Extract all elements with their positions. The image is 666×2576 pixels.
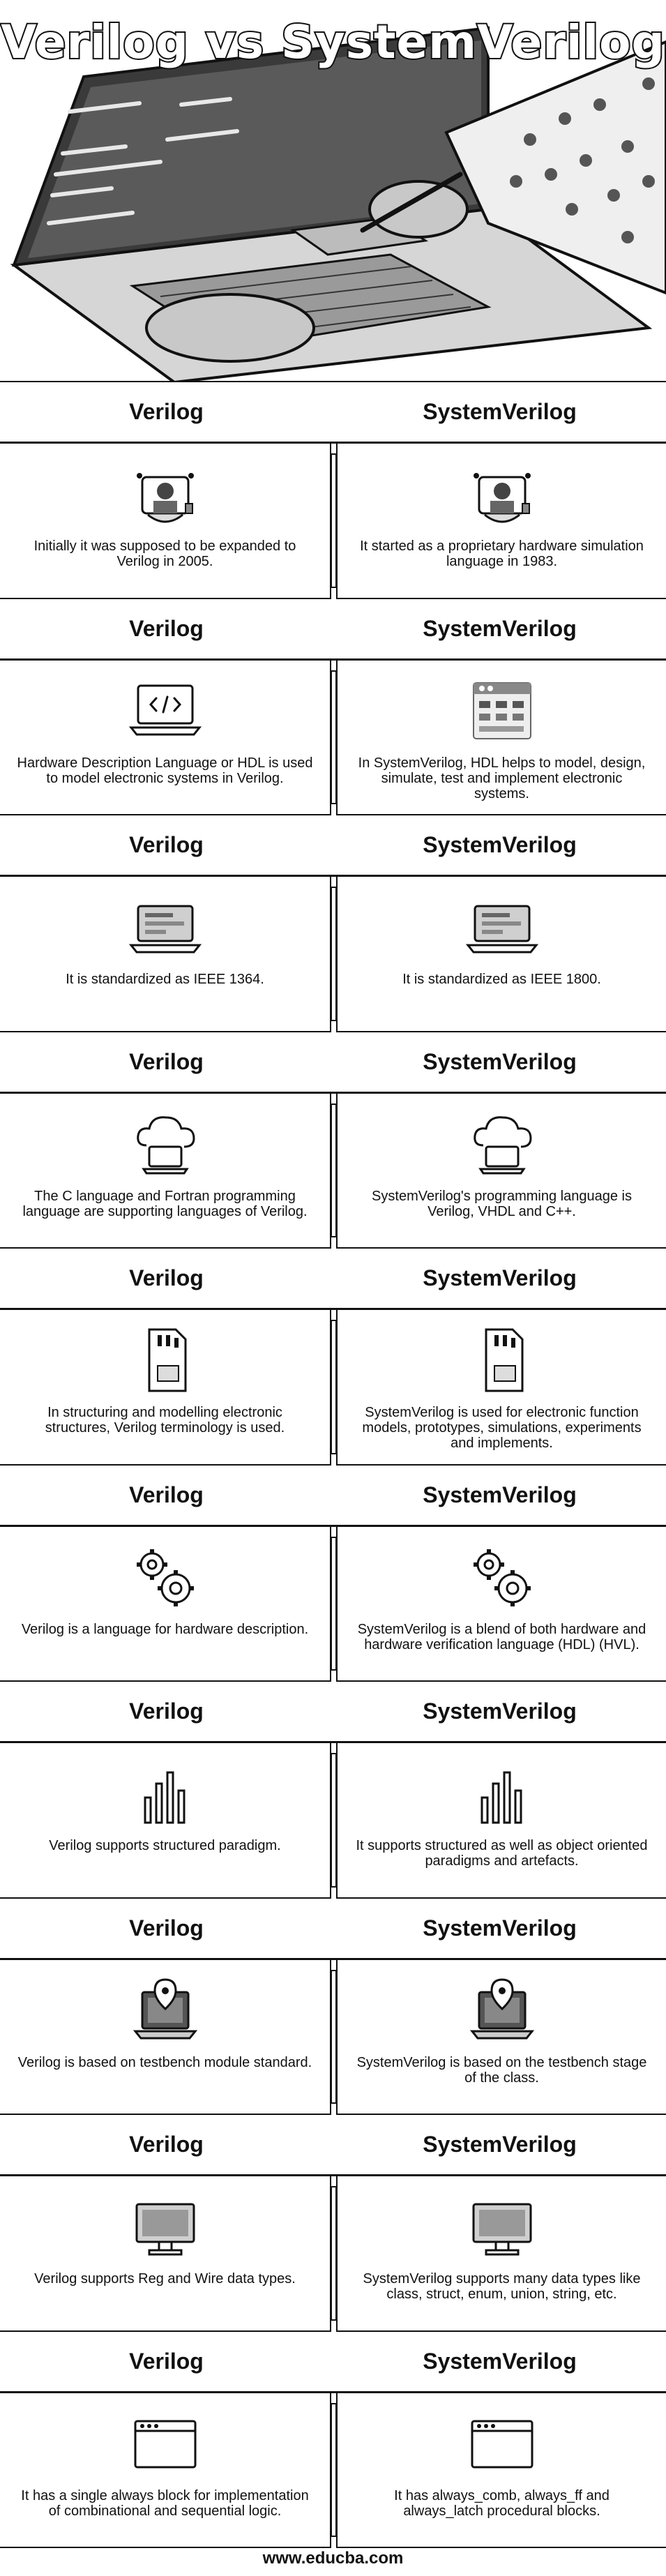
comparison-row xyxy=(0,382,666,599)
comparison-row xyxy=(0,1682,666,1899)
systemverilog-description: It started as a proprietary hardware simulation language in 1983. xyxy=(360,538,644,569)
verilog-description: Hardware Description Language or HDL is used to model electronic systems in Verilog. xyxy=(17,755,313,786)
column-header-systemverilog: SystemVerilog xyxy=(423,2348,577,2374)
column-header-bar xyxy=(0,2332,666,2393)
column-header-bar xyxy=(0,1899,666,1960)
column-header-systemverilog: SystemVerilog xyxy=(423,2132,577,2157)
verilog-description: Verilog supports Reg and Wire data types. xyxy=(34,2271,296,2287)
comparison-row xyxy=(0,1899,666,2116)
gears-icon xyxy=(127,1539,204,1616)
column-header-verilog: Verilog xyxy=(129,2132,204,2157)
verilog-cell xyxy=(0,1310,331,1466)
verilog-cell xyxy=(0,1527,331,1682)
column-header-systemverilog: SystemVerilog xyxy=(423,1265,577,1290)
engineer-icon xyxy=(464,456,540,533)
footer-site-url[interactable]: www.educba.com xyxy=(262,2549,404,2568)
column-header-systemverilog: SystemVerilog xyxy=(423,399,577,424)
verilog-cell xyxy=(0,1743,331,1899)
systemverilog-description: SystemVerilog is based on the testbench stage of the class. xyxy=(356,2054,647,2086)
sd-card-icon xyxy=(127,1323,204,1399)
gears-icon xyxy=(464,1539,540,1616)
monitor-icon xyxy=(127,2189,204,2266)
verilog-description: Verilog is based on testbench module standard. xyxy=(17,2054,312,2070)
systemverilog-cell xyxy=(336,1310,666,1466)
verilog-description: Verilog is a language for hardware description. xyxy=(21,1621,309,1637)
column-header-bar xyxy=(0,1466,666,1527)
systemverilog-cell xyxy=(336,444,666,599)
systemverilog-cell xyxy=(336,877,666,1032)
systemverilog-description: SystemVerilog is a blend of both hardware and hardware verification language (HDL) (HVL). xyxy=(357,1621,646,1652)
column-header-verilog: Verilog xyxy=(129,1915,204,1941)
code-laptop-icon xyxy=(127,673,204,750)
column-header-verilog: Verilog xyxy=(129,1048,204,1074)
systemverilog-description: SystemVerilog is used for electronic function models, prototypes, simulations, experiments and implements. xyxy=(362,1405,642,1451)
comparison-row xyxy=(0,2115,666,2332)
comparison-row xyxy=(0,1249,666,1466)
systemverilog-description: It has always_comb, always_ff and always_latch procedural blocks. xyxy=(394,2487,610,2519)
browser-window-icon xyxy=(127,2406,204,2483)
column-header-verilog: Verilog xyxy=(129,2348,204,2374)
cloud-laptop-icon xyxy=(464,1106,540,1183)
systemverilog-cell xyxy=(336,1960,666,2116)
column-header-bar xyxy=(0,382,666,444)
systemverilog-cell xyxy=(336,1094,666,1249)
column-header-bar xyxy=(0,1249,666,1310)
laptop-icon xyxy=(464,889,540,966)
verilog-cell xyxy=(0,2393,331,2549)
systemverilog-cell xyxy=(336,2393,666,2549)
bar-chart-icon xyxy=(127,1756,204,1832)
comparison-row xyxy=(0,2332,666,2549)
verilog-cell xyxy=(0,444,331,599)
comparison-row xyxy=(0,599,666,816)
verilog-cell xyxy=(0,661,331,816)
systemverilog-description: In SystemVerilog, HDL helps to model, design, simulate, test and implement electronic systems. xyxy=(358,755,646,801)
column-header-verilog: Verilog xyxy=(129,832,204,857)
cloud-laptop-icon xyxy=(127,1106,204,1183)
sd-card-icon xyxy=(464,1323,540,1399)
column-header-systemverilog: SystemVerilog xyxy=(423,1048,577,1074)
verilog-description: In structuring and modelling electronic structures, Verilog terminology is used. xyxy=(45,1405,285,1436)
verilog-cell xyxy=(0,2176,331,2332)
systemverilog-cell xyxy=(336,2176,666,2332)
systemverilog-cell xyxy=(336,661,666,816)
verilog-description: Verilog supports structured paradigm. xyxy=(49,1838,281,1853)
verilog-description: The C language and Fortran programming language are supporting languages of Verilog. xyxy=(22,1188,308,1219)
systemverilog-description: It is standardized as IEEE 1800. xyxy=(402,972,601,987)
column-header-systemverilog: SystemVerilog xyxy=(423,1482,577,1507)
column-header-bar xyxy=(0,599,666,661)
column-header-bar xyxy=(0,1682,666,1743)
column-header-systemverilog: SystemVerilog xyxy=(423,1698,577,1724)
location-laptop-icon xyxy=(464,1973,540,2049)
laptop-icon xyxy=(127,889,204,966)
comparison-row xyxy=(0,1032,666,1249)
verilog-cell xyxy=(0,877,331,1032)
column-header-systemverilog: SystemVerilog xyxy=(423,615,577,641)
systemverilog-description: It supports structured as well as object oriented paradigms and artefacts. xyxy=(356,1838,648,1869)
verilog-description: Initially it was supposed to be expanded to Verilog in 2005. xyxy=(33,538,296,569)
bar-chart-icon xyxy=(464,1756,540,1832)
systemverilog-cell xyxy=(336,1743,666,1899)
column-header-verilog: Verilog xyxy=(129,615,204,641)
verilog-cell xyxy=(0,1094,331,1249)
dashboard-icon xyxy=(464,673,540,750)
verilog-cell xyxy=(0,1960,331,2116)
engineer-icon xyxy=(127,456,204,533)
column-header-systemverilog: SystemVerilog xyxy=(423,1915,577,1941)
verilog-description: It is standardized as IEEE 1364. xyxy=(66,972,264,987)
column-header-bar xyxy=(0,1032,666,1094)
column-header-bar xyxy=(0,815,666,877)
hero-banner xyxy=(0,0,666,382)
column-header-verilog: Verilog xyxy=(129,1698,204,1724)
browser-window-icon xyxy=(464,2406,540,2483)
comparison-row xyxy=(0,1466,666,1682)
column-header-verilog: Verilog xyxy=(129,1482,204,1507)
verilog-description: It has a single always block for implementation of combinational and sequential logic. xyxy=(21,2487,309,2519)
page-title: Verilog vs SystemVerilog xyxy=(1,15,665,69)
location-laptop-icon xyxy=(127,1973,204,2049)
systemverilog-description: SystemVerilog supports many data types like class, struct, enum, union, string, etc. xyxy=(363,2271,641,2302)
column-header-verilog: Verilog xyxy=(129,399,204,424)
column-header-bar xyxy=(0,2115,666,2176)
comparison-row xyxy=(0,815,666,1032)
systemverilog-cell xyxy=(336,1527,666,1682)
column-header-systemverilog: SystemVerilog xyxy=(423,832,577,857)
monitor-icon xyxy=(464,2189,540,2266)
column-header-verilog: Verilog xyxy=(129,1265,204,1290)
systemverilog-description: SystemVerilog's programming language is Verilog, VHDL and C++. xyxy=(372,1188,632,1219)
